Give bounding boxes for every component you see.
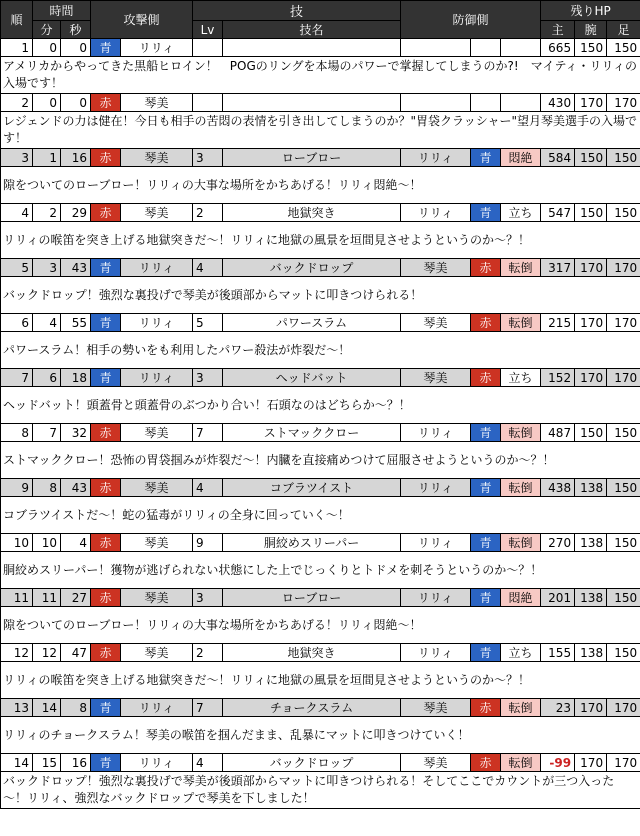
hp-main-cell: 215 xyxy=(541,314,575,332)
min-cell: 7 xyxy=(33,424,61,442)
lv-cell: 7 xyxy=(193,699,223,717)
col-hp-leg: 足 xyxy=(607,21,640,39)
move-name-cell xyxy=(223,94,401,112)
order-cell: 1 xyxy=(1,39,33,57)
col-defender: 防御側 xyxy=(401,1,541,39)
commentary-text: バックドロップ！強烈な裏投げで琴美が後頭部からマットに叩きつけられる！そしてここでカウントが三つ入った～！リリィ、強烈なバックドロップで琴美を下しました！ xyxy=(1,772,640,809)
col-move-name: 技名 xyxy=(223,21,401,39)
hp-leg-cell: 150 xyxy=(607,479,640,497)
sec-cell: 16 xyxy=(61,149,91,167)
status-cell: 転倒 xyxy=(501,754,541,772)
col-lv: Lv xyxy=(193,21,223,39)
lv-cell: 3 xyxy=(193,369,223,387)
attacker-color-badge: 赤 xyxy=(91,534,121,552)
move-name-cell xyxy=(223,39,401,57)
min-cell: 14 xyxy=(33,699,61,717)
commentary-row xyxy=(1,552,640,589)
col-attacker: 攻撃側 xyxy=(91,1,193,39)
attacker-color-badge: 赤 xyxy=(91,149,121,167)
commentary-text: コブラツイストだ～！蛇の猛毒がリリィの全身に回っていく～！ xyxy=(1,497,640,534)
hp-leg-cell: 150 xyxy=(607,644,640,662)
attacker-color-badge: 青 xyxy=(91,39,121,57)
hp-main-cell: 430 xyxy=(541,94,575,112)
defender-name-cell: 琴美 xyxy=(401,754,471,772)
commentary-text: 胴絞めスリーパー！獲物が逃げられない状態にした上でじっくりとトドメを刺そうというのか～？！ xyxy=(1,552,640,589)
lv-cell: 3 xyxy=(193,149,223,167)
commentary-text: アメリカからやってきた黒船ヒロイン！ POGのリングを本場のパワーで掌握してしまうのか?! マイティ・リリィの入場です！ xyxy=(1,57,640,94)
move-name-cell: チョークスラム xyxy=(223,699,401,717)
commentary-row xyxy=(1,772,640,809)
attacker-name-cell: 琴美 xyxy=(121,534,193,552)
status-cell xyxy=(501,94,541,112)
attacker-name-cell: 琴美 xyxy=(121,94,193,112)
lv-cell: 2 xyxy=(193,644,223,662)
commentary-row xyxy=(1,112,640,149)
hp-arm-cell: 150 xyxy=(575,149,607,167)
attacker-name-cell: 琴美 xyxy=(121,589,193,607)
min-cell: 1 xyxy=(33,149,61,167)
hp-leg-cell: 170 xyxy=(607,259,640,277)
hp-arm-cell: 170 xyxy=(575,369,607,387)
attacker-color-badge: 青 xyxy=(91,314,121,332)
min-cell: 8 xyxy=(33,479,61,497)
order-cell: 8 xyxy=(1,424,33,442)
lv-cell: 4 xyxy=(193,259,223,277)
defender-color-badge: 赤 xyxy=(471,699,501,717)
min-cell: 6 xyxy=(33,369,61,387)
col-hp-main: 主 xyxy=(541,21,575,39)
move-name-cell: 地獄突き xyxy=(223,644,401,662)
lv-cell xyxy=(193,94,223,112)
sec-cell: 29 xyxy=(61,204,91,222)
attacker-color-badge: 青 xyxy=(91,259,121,277)
defender-name-cell: リリィ xyxy=(401,424,471,442)
sec-cell: 18 xyxy=(61,369,91,387)
commentary-text: 隙をついてのローブロー！リリィの大事な場所をかちあげる！リリィ悶絶～！ xyxy=(1,607,640,644)
move-name-cell: コブラツイスト xyxy=(223,479,401,497)
commentary-row xyxy=(1,607,640,644)
commentary-row xyxy=(1,442,640,479)
defender-color-badge: 赤 xyxy=(471,369,501,387)
col-remaining-hp: 残りHP xyxy=(541,1,640,21)
order-cell: 3 xyxy=(1,149,33,167)
defender-name-cell: 琴美 xyxy=(401,314,471,332)
commentary-row xyxy=(1,497,640,534)
status-cell: 立ち xyxy=(501,204,541,222)
table-row xyxy=(1,754,640,772)
commentary-text: リリィのチョークスラム！琴美の喉笛を掴んだまま、乱暴にマットに叩きつけていく！ xyxy=(1,717,640,754)
table-row xyxy=(1,589,640,607)
sec-cell: 0 xyxy=(61,94,91,112)
order-cell: 13 xyxy=(1,699,33,717)
table-row xyxy=(1,369,640,387)
order-cell: 14 xyxy=(1,754,33,772)
hp-arm-cell: 138 xyxy=(575,534,607,552)
status-cell: 転倒 xyxy=(501,314,541,332)
table-row xyxy=(1,39,640,57)
move-name-cell: ヘッドバット xyxy=(223,369,401,387)
status-cell: 転倒 xyxy=(501,479,541,497)
lv-cell: 4 xyxy=(193,754,223,772)
status-cell: 転倒 xyxy=(501,534,541,552)
defender-name-cell xyxy=(401,39,471,57)
hp-arm-cell: 170 xyxy=(575,314,607,332)
commentary-text: リリィの喉笛を突き上げる地獄突きだ～！リリィに地獄の風景を垣間見させようというのか～？！ xyxy=(1,662,640,699)
hp-arm-cell: 138 xyxy=(575,589,607,607)
status-cell: 立ち xyxy=(501,644,541,662)
status-cell: 悶絶 xyxy=(501,589,541,607)
hp-leg-cell: 170 xyxy=(607,699,640,717)
table-row xyxy=(1,149,640,167)
table-row xyxy=(1,534,640,552)
hp-arm-cell: 150 xyxy=(575,424,607,442)
sec-cell: 43 xyxy=(61,479,91,497)
min-cell: 2 xyxy=(33,204,61,222)
defender-color-badge: 赤 xyxy=(471,314,501,332)
hp-main-negative: -99 xyxy=(549,755,572,770)
hp-main-cell: 665 xyxy=(541,39,575,57)
defender-name-cell: 琴美 xyxy=(401,699,471,717)
hp-main-cell: 152 xyxy=(541,369,575,387)
attacker-name-cell: 琴美 xyxy=(121,149,193,167)
attacker-color-badge: 赤 xyxy=(91,644,121,662)
status-cell xyxy=(501,39,541,57)
hp-leg-cell: 170 xyxy=(607,369,640,387)
sec-cell: 16 xyxy=(61,754,91,772)
hp-main-cell: 487 xyxy=(541,424,575,442)
order-cell: 12 xyxy=(1,644,33,662)
hp-main-cell: 547 xyxy=(541,204,575,222)
defender-name-cell: リリィ xyxy=(401,149,471,167)
lv-cell: 9 xyxy=(193,534,223,552)
order-cell: 5 xyxy=(1,259,33,277)
defender-color-badge xyxy=(471,39,501,57)
min-cell: 3 xyxy=(33,259,61,277)
min-cell: 15 xyxy=(33,754,61,772)
lv-cell: 7 xyxy=(193,424,223,442)
attacker-color-badge: 赤 xyxy=(91,589,121,607)
commentary-row xyxy=(1,277,640,314)
defender-color-badge: 赤 xyxy=(471,259,501,277)
min-cell: 11 xyxy=(33,589,61,607)
defender-color-badge: 青 xyxy=(471,204,501,222)
commentary-text: ヘッドバット！頭蓋骨と頭蓋骨のぶつかり合い！石頭なのはどちらか～？！ xyxy=(1,387,640,424)
defender-color-badge: 青 xyxy=(471,424,501,442)
hp-arm-cell: 138 xyxy=(575,644,607,662)
commentary-row xyxy=(1,167,640,204)
min-cell: 10 xyxy=(33,534,61,552)
hp-leg-cell: 170 xyxy=(607,754,640,772)
col-move: 技 xyxy=(193,1,401,21)
col-order: 順 xyxy=(1,1,33,39)
commentary-text: ストマッククロー！恐怖の胃袋掴みが炸裂だ～！内臓を直接痛めつけて屈服させようというのか～？！ xyxy=(1,442,640,479)
attacker-color-badge: 赤 xyxy=(91,479,121,497)
defender-color-badge: 青 xyxy=(471,589,501,607)
hp-main-cell: 23 xyxy=(541,699,575,717)
commentary-text: 隙をついてのローブロー！リリィの大事な場所をかちあげる！リリィ悶絶～！ xyxy=(1,167,640,204)
hp-main-cell: 270 xyxy=(541,534,575,552)
order-cell: 7 xyxy=(1,369,33,387)
sec-cell: 55 xyxy=(61,314,91,332)
move-name-cell: ローブロー xyxy=(223,149,401,167)
defender-color-badge: 青 xyxy=(471,479,501,497)
status-cell: 悶絶 xyxy=(501,149,541,167)
col-time: 時間 xyxy=(33,1,91,21)
defender-name-cell: リリィ xyxy=(401,644,471,662)
defender-name-cell: リリィ xyxy=(401,589,471,607)
order-cell: 10 xyxy=(1,534,33,552)
table-row xyxy=(1,204,640,222)
hp-main-cell: 155 xyxy=(541,644,575,662)
hp-main-cell: 438 xyxy=(541,479,575,497)
attacker-color-badge: 赤 xyxy=(91,94,121,112)
commentary-row xyxy=(1,662,640,699)
hp-leg-cell: 150 xyxy=(607,39,640,57)
order-cell: 4 xyxy=(1,204,33,222)
table-row xyxy=(1,479,640,497)
sec-cell: 32 xyxy=(61,424,91,442)
move-name-cell: バックドロップ xyxy=(223,259,401,277)
hp-main-cell xyxy=(541,754,575,772)
attacker-color-badge: 青 xyxy=(91,699,121,717)
hp-arm-cell: 150 xyxy=(575,39,607,57)
col-sec: 秒 xyxy=(61,21,91,39)
col-min: 分 xyxy=(33,21,61,39)
move-name-cell: 地獄突き xyxy=(223,204,401,222)
sec-cell: 0 xyxy=(61,39,91,57)
defender-color-badge: 赤 xyxy=(471,754,501,772)
table-header xyxy=(1,1,640,39)
sec-cell: 43 xyxy=(61,259,91,277)
commentary-text: レジェンドの力は健在！今日も相手の苦悶の表情を引き出してしまうのか？"胃袋クラッシャー"望月琴美選手の入場です！ xyxy=(1,112,640,149)
defender-name-cell: リリィ xyxy=(401,479,471,497)
table-row xyxy=(1,314,640,332)
commentary-row xyxy=(1,387,640,424)
min-cell: 4 xyxy=(33,314,61,332)
commentary-row xyxy=(1,222,640,259)
order-cell: 9 xyxy=(1,479,33,497)
commentary-text: バックドロップ！強烈な裏投げで琴美が後頭部からマットに叩きつけられる！ xyxy=(1,277,640,314)
commentary-text: パワースラム！相手の勢いをも利用したパワー殺法が炸裂だ～！ xyxy=(1,332,640,369)
move-name-cell: パワースラム xyxy=(223,314,401,332)
attacker-color-badge: 青 xyxy=(91,369,121,387)
order-cell: 11 xyxy=(1,589,33,607)
hp-arm-cell: 138 xyxy=(575,479,607,497)
hp-leg-cell: 150 xyxy=(607,589,640,607)
commentary-row xyxy=(1,332,640,369)
attacker-name-cell: 琴美 xyxy=(121,204,193,222)
attacker-name-cell: リリィ xyxy=(121,259,193,277)
table-row xyxy=(1,424,640,442)
hp-leg-cell: 170 xyxy=(607,314,640,332)
attacker-name-cell: リリィ xyxy=(121,369,193,387)
min-cell: 0 xyxy=(33,39,61,57)
status-cell: 立ち xyxy=(501,369,541,387)
move-name-cell: ローブロー xyxy=(223,589,401,607)
min-cell: 12 xyxy=(33,644,61,662)
hp-arm-cell: 150 xyxy=(575,204,607,222)
defender-color-badge: 青 xyxy=(471,149,501,167)
hp-leg-cell: 150 xyxy=(607,149,640,167)
sec-cell: 8 xyxy=(61,699,91,717)
hp-main-cell: 317 xyxy=(541,259,575,277)
table-row xyxy=(1,94,640,112)
status-cell: 転倒 xyxy=(501,699,541,717)
attacker-name-cell: 琴美 xyxy=(121,424,193,442)
hp-main-cell: 584 xyxy=(541,149,575,167)
sec-cell: 47 xyxy=(61,644,91,662)
attacker-name-cell: 琴美 xyxy=(121,479,193,497)
move-name-cell: 胴絞めスリーパー xyxy=(223,534,401,552)
status-cell: 転倒 xyxy=(501,424,541,442)
order-cell: 2 xyxy=(1,94,33,112)
attacker-name-cell: リリィ xyxy=(121,39,193,57)
hp-leg-cell: 170 xyxy=(607,94,640,112)
defender-name-cell: 琴美 xyxy=(401,369,471,387)
attacker-name-cell: リリィ xyxy=(121,699,193,717)
defender-name-cell xyxy=(401,94,471,112)
defender-color-badge: 青 xyxy=(471,534,501,552)
table-row xyxy=(1,699,640,717)
lv-cell xyxy=(193,39,223,57)
sec-cell: 27 xyxy=(61,589,91,607)
lv-cell: 3 xyxy=(193,589,223,607)
defender-name-cell: リリィ xyxy=(401,534,471,552)
attacker-name-cell: リリィ xyxy=(121,314,193,332)
defender-name-cell: リリィ xyxy=(401,204,471,222)
defender-color-badge xyxy=(471,94,501,112)
attacker-color-badge: 青 xyxy=(91,754,121,772)
attacker-name-cell: リリィ xyxy=(121,754,193,772)
hp-leg-cell: 150 xyxy=(607,204,640,222)
lv-cell: 2 xyxy=(193,204,223,222)
hp-arm-cell: 170 xyxy=(575,699,607,717)
defender-color-badge: 青 xyxy=(471,644,501,662)
lv-cell: 5 xyxy=(193,314,223,332)
table-row xyxy=(1,644,640,662)
hp-leg-cell: 150 xyxy=(607,424,640,442)
hp-arm-cell: 170 xyxy=(575,754,607,772)
commentary-row xyxy=(1,717,640,754)
move-name-cell: バックドロップ xyxy=(223,754,401,772)
move-name-cell: ストマッククロー xyxy=(223,424,401,442)
sec-cell: 4 xyxy=(61,534,91,552)
order-cell: 6 xyxy=(1,314,33,332)
attacker-name-cell: 琴美 xyxy=(121,644,193,662)
table-row xyxy=(1,259,640,277)
min-cell: 0 xyxy=(33,94,61,112)
attacker-color-badge: 赤 xyxy=(91,204,121,222)
hp-arm-cell: 170 xyxy=(575,94,607,112)
hp-arm-cell: 170 xyxy=(575,259,607,277)
table-body xyxy=(1,39,640,809)
commentary-row xyxy=(1,57,640,94)
lv-cell: 4 xyxy=(193,479,223,497)
hp-leg-cell: 150 xyxy=(607,534,640,552)
commentary-text: リリィの喉笛を突き上げる地獄突きだ～！リリィに地獄の風景を垣間見させようというのか～？！ xyxy=(1,222,640,259)
col-hp-arm: 腕 xyxy=(575,21,607,39)
status-cell: 転倒 xyxy=(501,259,541,277)
attacker-color-badge: 赤 xyxy=(91,424,121,442)
defender-name-cell: 琴美 xyxy=(401,259,471,277)
hp-main-cell: 201 xyxy=(541,589,575,607)
